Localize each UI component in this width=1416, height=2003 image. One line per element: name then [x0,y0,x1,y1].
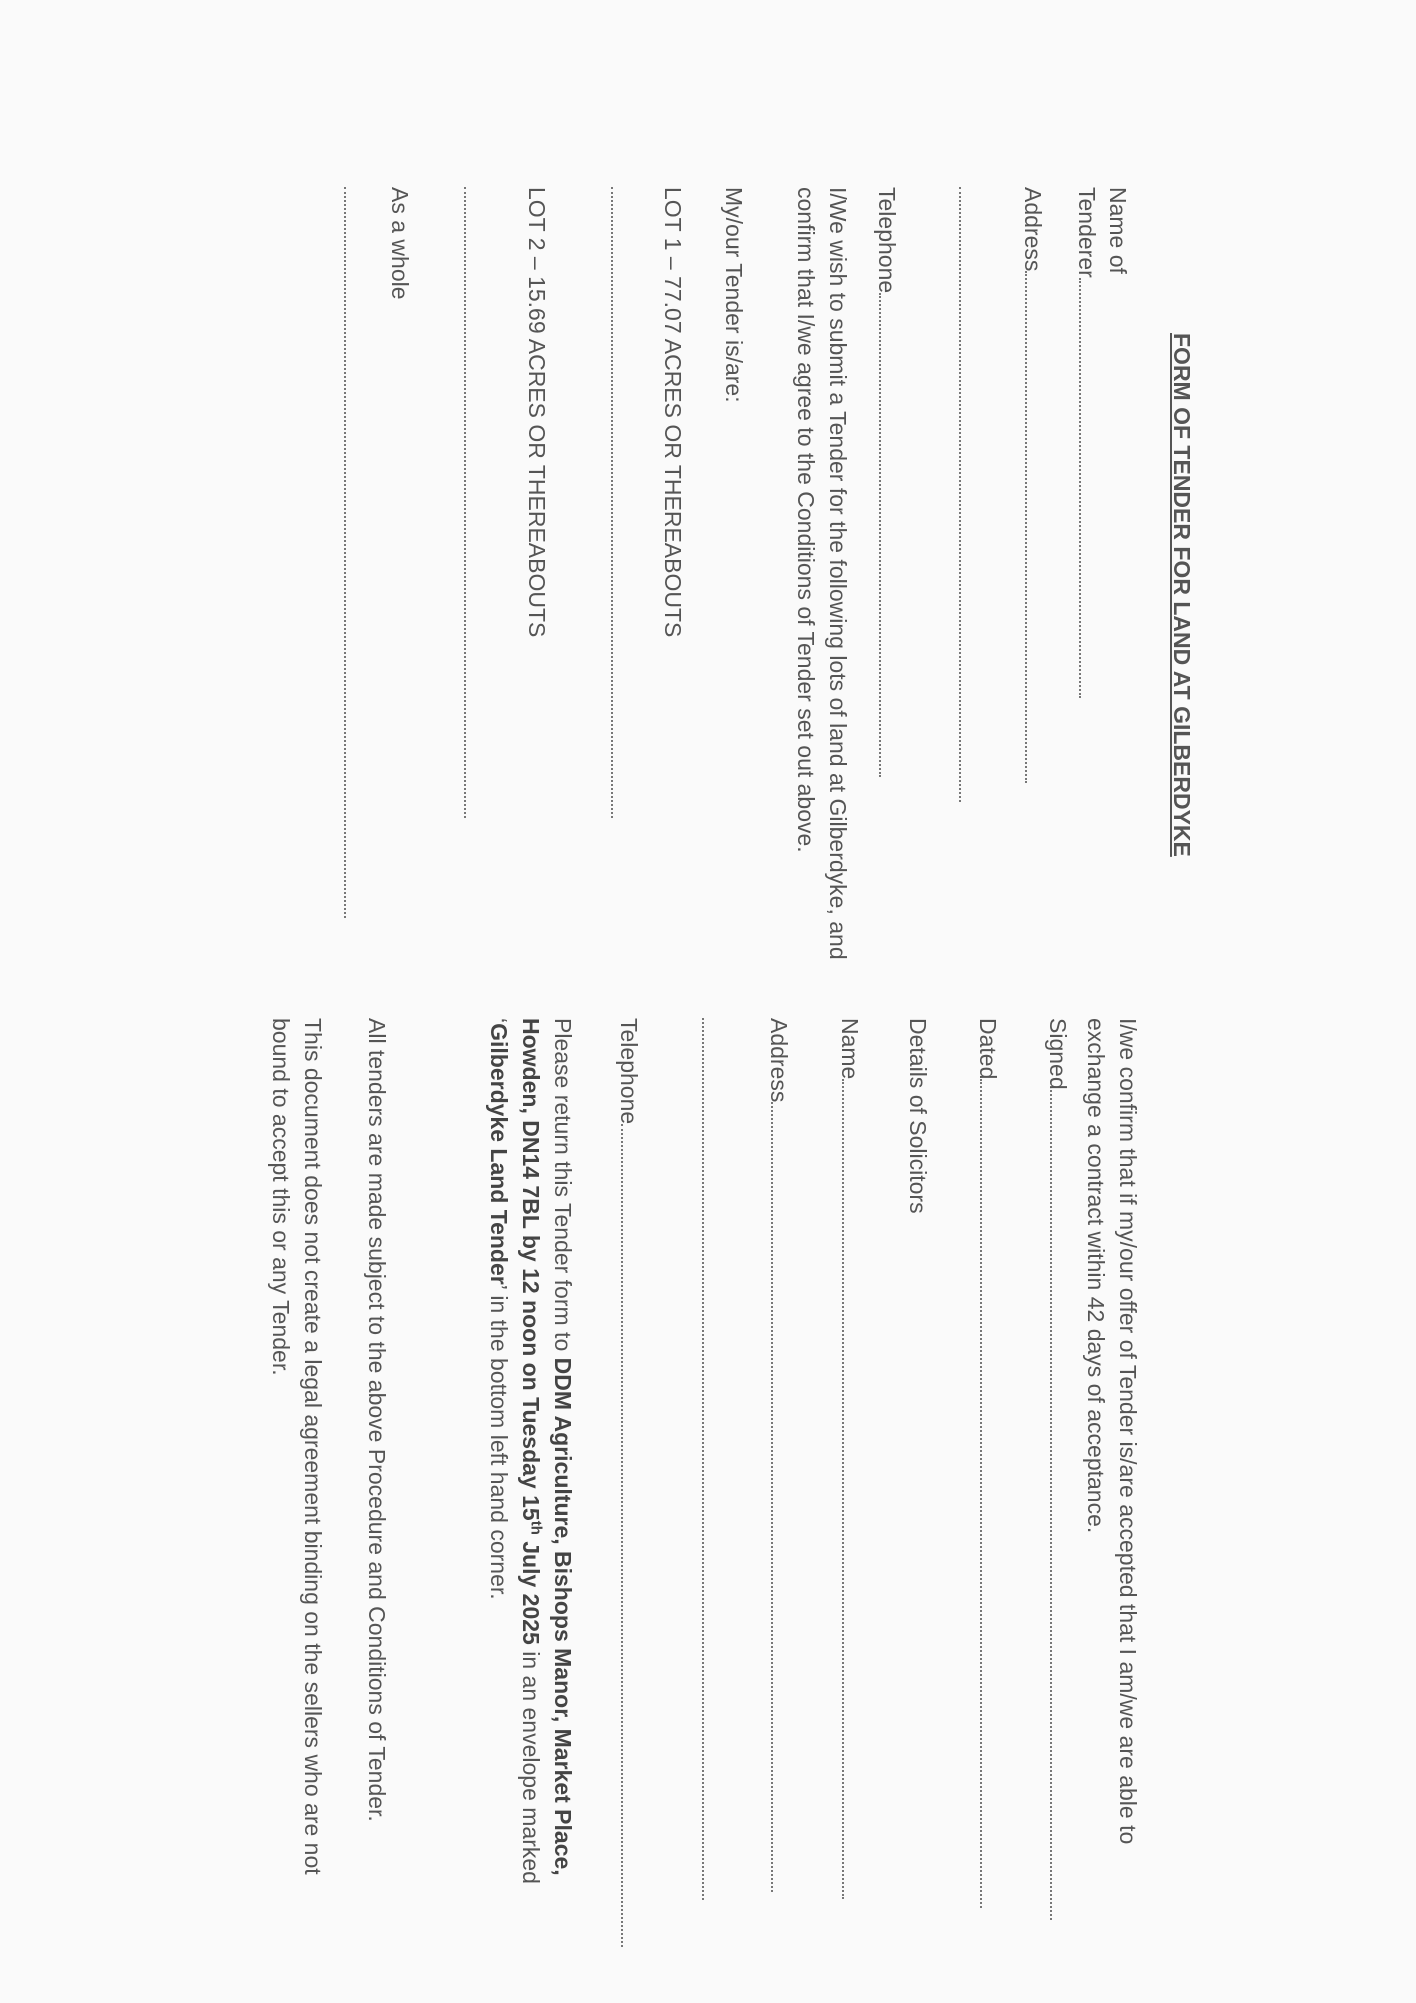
lot-1-label: LOT 1 – 77.07 ACRES OR THEREABOUTS [660,187,686,638]
exchange-confirmation-text: I/we confirm that if my/our offer of Tender is/are accepted that I am/we are able to exchange a contract within 42 days of acceptance. [1083,1018,1141,1845]
tender-amounts-label: My/our Tender is/are: [721,187,747,403]
as-a-whole-label: As a whole [387,187,413,300]
return-envelope-text: in an envelope marked ‘ [486,1018,544,1884]
lot-1-amount-line[interactable] [611,187,613,818]
return-date-suffix: th [527,1520,545,1535]
dated-field[interactable] [972,1018,1004,1908]
solicitors-heading: Details of Solicitors [905,1018,931,1214]
name-of-tenderer-field[interactable] [1071,187,1103,698]
solicitor-name-label: Name [837,1018,863,1080]
telephone-dotted-line [879,293,903,777]
tenderer-telephone-field[interactable] [871,187,903,777]
dated-label: Dated [975,1018,1001,1080]
return-instructions [483,1018,579,1938]
telephone-label: Telephone [874,187,900,294]
lot-2-amount-line[interactable] [464,187,466,818]
solicitor-telephone-field[interactable] [613,1018,645,1947]
signed-label: Signed [1045,1018,1071,1090]
envelope-marking-bold: Gilberdyke Land Tender [486,1023,512,1285]
return-text-end: ’ in the bottom left hand corner. [486,1284,512,1600]
whole-amount-line[interactable] [344,187,346,918]
conditions-text: All tenders are made subject to the above Procedure and Conditions of Tender. [364,1018,390,1822]
dated-dotted-line [980,1079,1004,1908]
solicitor-telephone-dotted-line [621,1124,645,1947]
solicitor-address-label: Address [766,1018,792,1103]
name-label-line1: Name of [1105,187,1131,274]
address-label: Address [1020,187,1046,272]
solicitor-name-field[interactable] [834,1018,866,1899]
page-title: FORM OF TENDER FOR LAND AT GILBERDYKE [1169,333,1195,857]
name-label-line2: Tenderer [1074,187,1100,278]
address-continuation-line[interactable] [959,187,961,802]
wish-to-tender-text: I/We wish to submit a Tender for the following lots of land at Gilberdyke, and confirm that I/we agree to the Conditions of Tender set out above. [793,187,851,960]
return-address-bold: DDM Agriculture, Bishops Manor, Market Place, Howden, DN14 7BL by 12 noon on Tuesday 15 [518,1018,576,1876]
return-text-intro: Please return this Tender form to [550,1018,576,1358]
solicitor-address-field[interactable] [763,1018,795,1892]
solicitor-telephone-label: Telephone [616,1018,642,1125]
disclaimer-text: This document does not create a legal agreement binding on the sellers who are not bound to accept this or any Tender. [268,1018,326,1875]
name-dotted-line [1079,278,1103,698]
address-dotted-line [1025,271,1049,783]
signed-dotted-line [1050,1090,1074,1920]
return-date-year: July 2025 [518,1534,544,1645]
tenderer-address-field[interactable] [1017,187,1049,783]
solicitor-name-dotted-line [842,1079,866,1899]
lot-2-label: LOT 2 – 15.69 ACRES OR THEREABOUTS [524,187,550,638]
solicitor-address-dotted-line [771,1102,795,1892]
solicitor-address-continuation-line[interactable] [702,1018,704,1900]
signed-field[interactable] [1042,1018,1074,1920]
